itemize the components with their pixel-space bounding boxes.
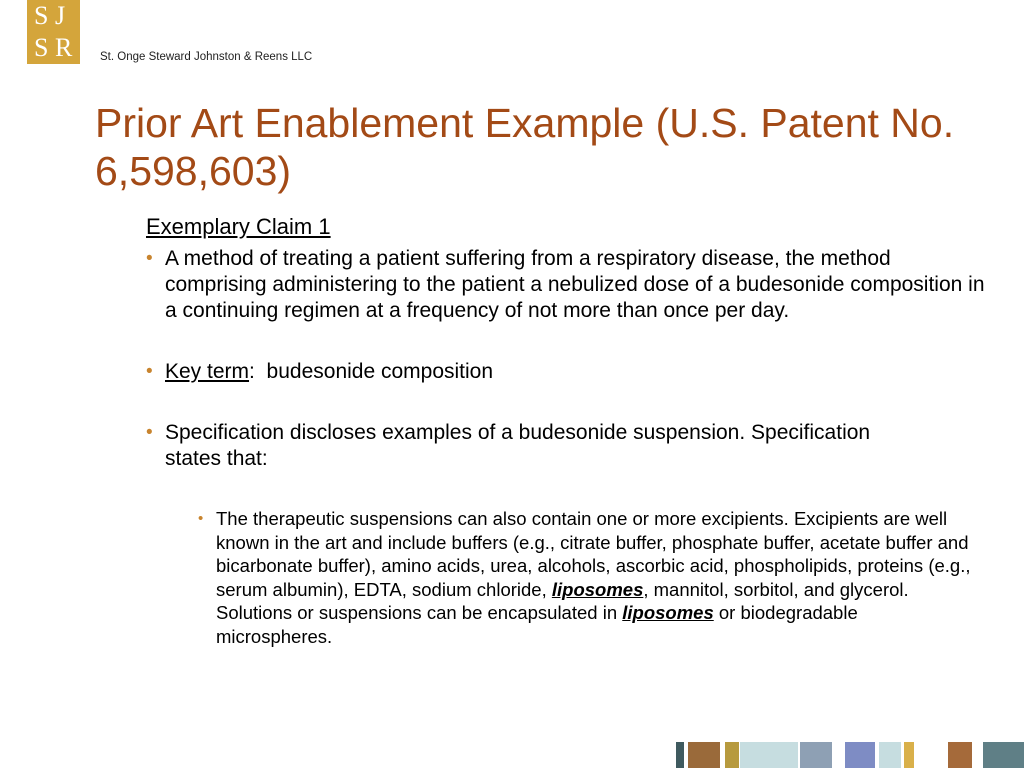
slide-title: Prior Art Enablement Example (U.S. Patent No. 6,598,603): [95, 100, 955, 194]
footer-color-block: [725, 742, 739, 768]
footer-color-block: [800, 742, 832, 768]
footer-color-block: [983, 742, 1024, 768]
footer-color-block: [688, 742, 720, 768]
footer-color-block: [904, 742, 914, 768]
sub-bullet-list: [198, 507, 976, 648]
liposomes-term: liposomes: [551, 578, 644, 600]
firm-name: St. Onge Steward Johnston & Reens LLC: [100, 51, 313, 63]
liposomes-term: liposomes: [622, 602, 714, 623]
footer-color-block: [676, 742, 684, 768]
key-term-separator: :: [249, 360, 267, 383]
footer-color-block: [879, 742, 901, 768]
logo-letter: J: [55, 1, 66, 30]
firm-logo: [27, 0, 80, 64]
footer-color-block: [845, 742, 875, 768]
bullet-claim-text: • A method of treating a patient suffering from a respiratory disease, the method comprising administering to the patient a nebulized dose of a budesonide composition in a continuing regimen at a frequency of not more than once per day.: [146, 246, 985, 324]
slide-content: [146, 213, 985, 648]
key-term-label: Key term: [165, 360, 250, 383]
footer-color-block: [948, 742, 972, 768]
key-term-value: budesonide composition: [266, 360, 494, 383]
logo-letter: R: [55, 33, 73, 62]
excipients-text-1: The therapeutic suspensions can also contain one or more excipients. Excipients are well known in the art and include buffers (e.g., citrate buffer, phosphate buffer, acetate buffer and bicarbonate buffer), amino acids, urea, alcohols, ascorbic acid, phospholipids, proteins (e.g., serum albumin), EDTA, sodium chloride,: [216, 508, 971, 600]
footer-color-block: [740, 742, 798, 768]
sub-bullet-excipients: [198, 507, 972, 648]
bullet-list: [146, 246, 985, 472]
bullet-key-term: [146, 359, 976, 385]
claim-heading: Exemplary Claim 1: [146, 214, 331, 239]
excipients-text-2: , mannitol, sorbitol, and glycerol. Solutions or suspensions can be encapsulated in: [216, 578, 909, 623]
logo-letter: S: [34, 1, 49, 30]
bullet-specification: • Specification discloses examples of a budesonide suspension. Specification states that:: [146, 420, 925, 472]
excipients-text-3: or biodegradable microspheres.: [216, 602, 858, 647]
footer-color-bars: [0, 742, 1024, 768]
logo-letter: S: [34, 33, 49, 62]
